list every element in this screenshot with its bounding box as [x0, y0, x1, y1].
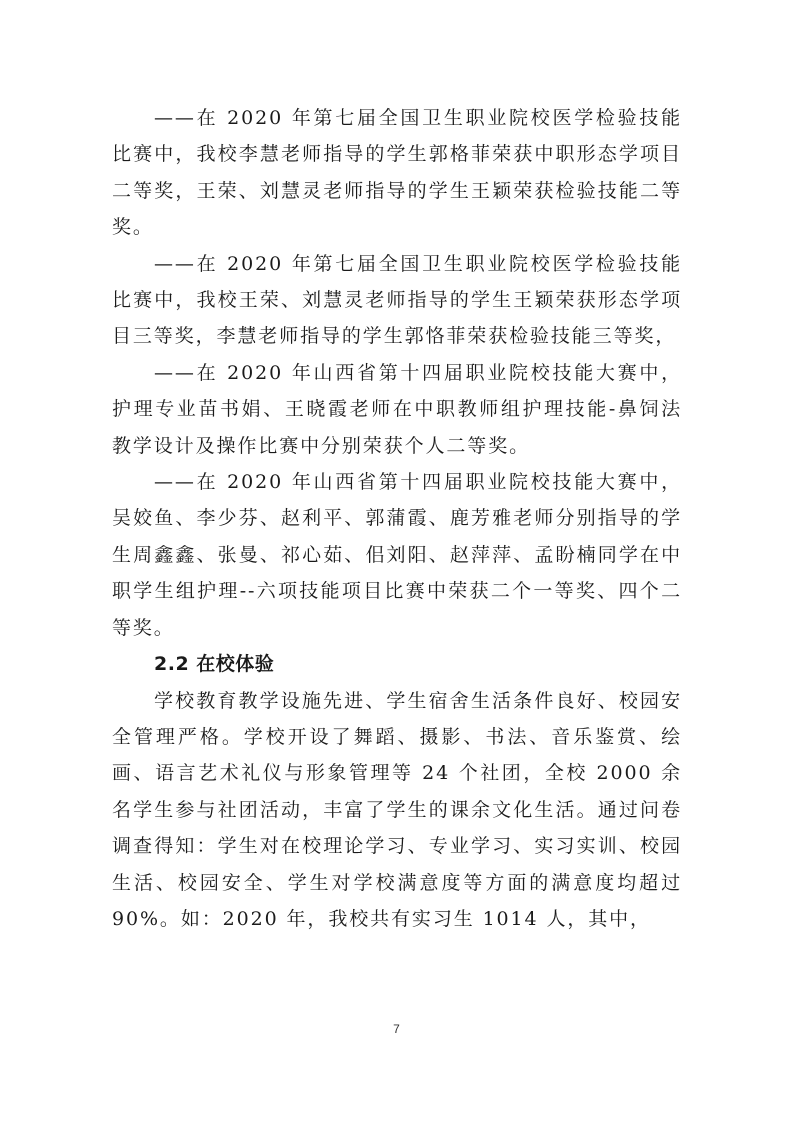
paragraph-campus-experience: 学校教育教学设施先进、学生宿舍生活条件良好、校园安全管理严格。学校开设了舞蹈、摄影、书法、音乐鉴赏、绘画、语言艺术礼仪与形象管理等 24 个社团，全校 2000 余名学生参与社团活动，丰富了学生的课余文化生活。通过问卷调查得知：学生对在校理论学习、专业学习、实习实训、校园生活、校园安全、学生对学校满意度等方面的满意度均超过 90%。如：2020 年，我校共有实习生 1014 人，其中， [112, 689, 682, 930]
paragraph-award-2: ——在 2020 年第七届全国卫生职业院校医学检验技能比赛中，我校王荣、刘慧灵老师指导的学生王颖荣获形态学项目三等奖，李慧老师指导的学生郭恪菲荣获检验技能三等奖， [112, 252, 682, 348]
section-heading: 2.2 在校体验 [154, 653, 275, 676]
paragraph-award-4: ——在 2020 年山西省第十四届职业院校技能大赛中，吴姣鱼、李少芬、赵利平、郭蒲霞、鹿芳雅老师分别指导的学生周鑫鑫、张曼、祁心茹、佀刘阳、赵萍萍、孟盼楠同学在中职学生组护理--六项技能项目比赛中荣获二个一等奖、四个二等奖。 [112, 471, 682, 639]
page-number: 7 [393, 1022, 400, 1036]
paragraph-award-3: ——在 2020 年山西省第十四届职业院校技能大赛中，护理专业苗书娟、王晓霞老师在中职教师组护理技能-鼻饲法教学设计及操作比赛中分别荣获个人二等奖。 [112, 361, 682, 457]
page-content [112, 100, 682, 937]
paragraph-award-1: ——在 2020 年第七届全国卫生职业院校医学检验技能比赛中，我校李慧老师指导的学生郭格菲荣获中职形态学项目二等奖，王荣、刘慧灵老师指导的学生王颖荣获检验技能二等奖。 [112, 107, 682, 239]
